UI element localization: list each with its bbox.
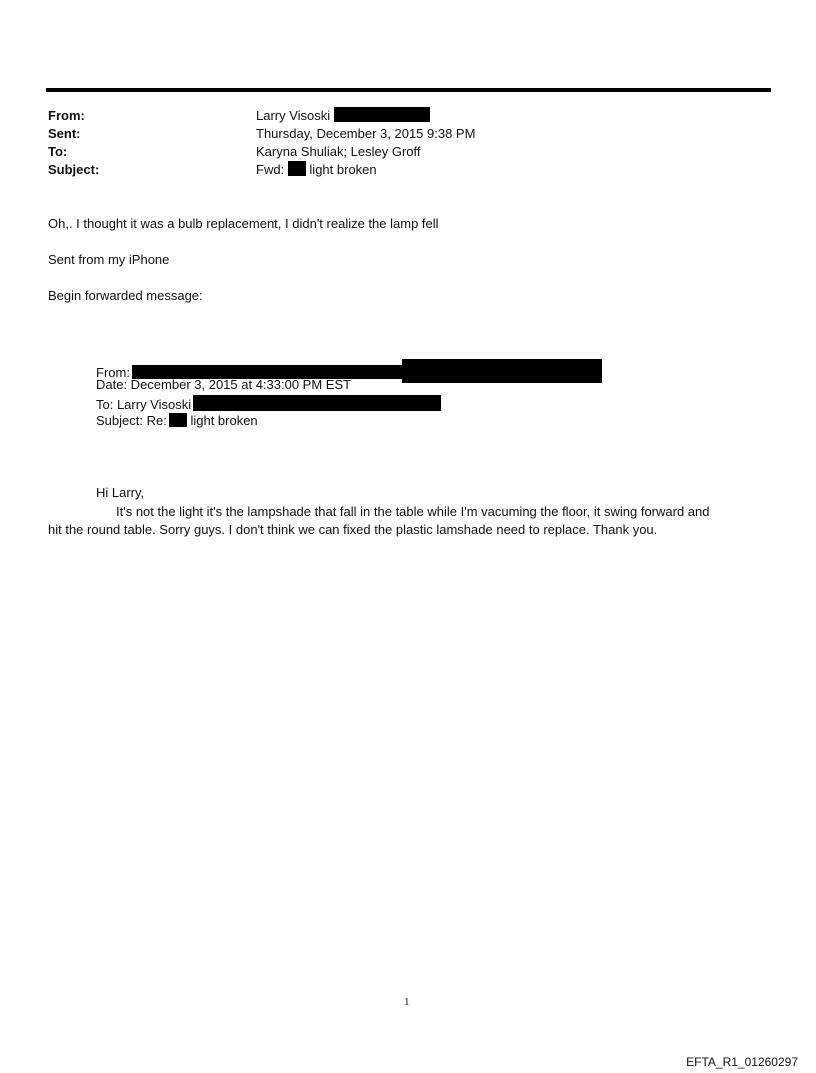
subject-value: [256, 161, 377, 180]
forwarded-to-label: To: Larry Visoski: [96, 397, 192, 412]
forwarded-greeting: Hi Larry,: [96, 485, 145, 500]
sent-value: Thursday, December 3, 2015 9:38 PM: [256, 126, 476, 141]
forwarded-message-line: hit the round table. Sorry guys. I don't think we can fixed the plastic lamshade need to replace. Thank you.: [48, 522, 658, 537]
from-name: Larry Visoski: [256, 108, 331, 123]
signature-line: Sent from my iPhone: [48, 252, 170, 267]
to-label: To:: [48, 144, 68, 159]
forwarded-to-row: [96, 395, 441, 412]
bates-number: EFTA_R1_01260297: [686, 1055, 798, 1069]
forwarded-subject-prefix: Subject: Re:: [96, 413, 167, 428]
forwarded-subject-suffix: light broken: [190, 413, 258, 428]
subject-label: Subject:: [48, 162, 100, 177]
page-number: 1: [404, 996, 410, 1008]
subject-suffix: light broken: [309, 162, 377, 177]
redaction-block: [334, 107, 430, 122]
redaction-block: [288, 161, 306, 176]
redaction-block: [169, 413, 187, 427]
redaction-block: [193, 395, 441, 411]
forwarded-date: Date: December 3, 2015 at 4:33:00 PM EST: [96, 377, 352, 392]
redaction-block: [402, 359, 602, 383]
body-line: Oh,. I thought it was a bulb replacement, I didn't realize the lamp fell: [48, 216, 439, 231]
forwarded-message: [48, 503, 768, 539]
sent-label: Sent:: [48, 126, 81, 141]
forwarded-subject-row: [96, 413, 258, 428]
header-divider: [46, 88, 771, 92]
forwarded-from-label: From:: [96, 365, 130, 380]
from-label: From:: [48, 108, 85, 123]
forward-intro: Begin forwarded message:: [48, 288, 203, 303]
to-value: Karyna Shuliak; Lesley Groff: [256, 144, 421, 159]
subject-prefix: Fwd:: [256, 162, 285, 177]
from-value: [256, 107, 430, 126]
forwarded-message-line: It's not the light it's the lampshade that fall in the table while I'm vacuming the floor, it swing forward and: [116, 504, 710, 519]
